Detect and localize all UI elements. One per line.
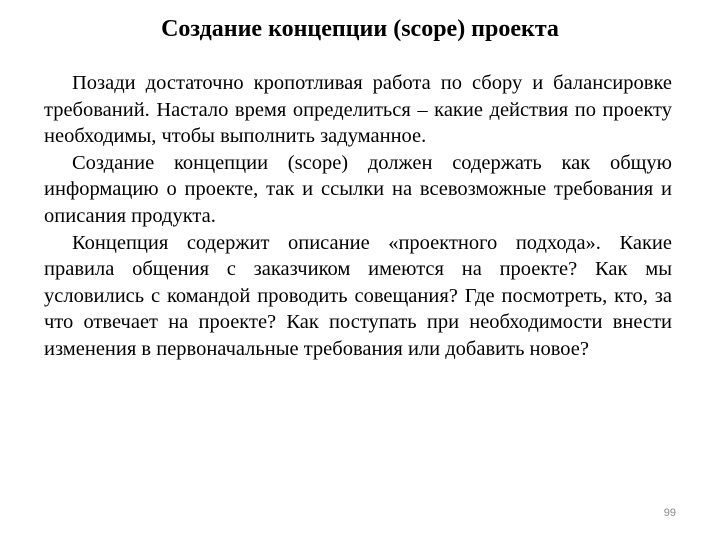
page-number: 99 [663,507,676,519]
slide-body [44,70,672,363]
paragraph-2: Создание концепции (scope) должен содержать как общую информацию о проекте, так и ссылки на всевозможные требования и описания продукта. [44,151,672,227]
paragraph-3: Концепция содержит описание «проектного подхода». Какие правила общения с заказчиком имеются на проекте? Как мы условились с командой проводить совещания? Где посмотреть, кто, за что отвечает на проекте? Как поступать при необходимости внести изменения в первоначальные требования или добавить новое? [44,231,672,360]
paragraph-1: Позади достаточно кропотливая работа по сбору и балансировке требований. Настало время определиться – какие действия по проекту необходимы, чтобы выполнить задуманное. [44,72,672,148]
slide-title: Создание концепции (scope) проекта [161,16,559,42]
